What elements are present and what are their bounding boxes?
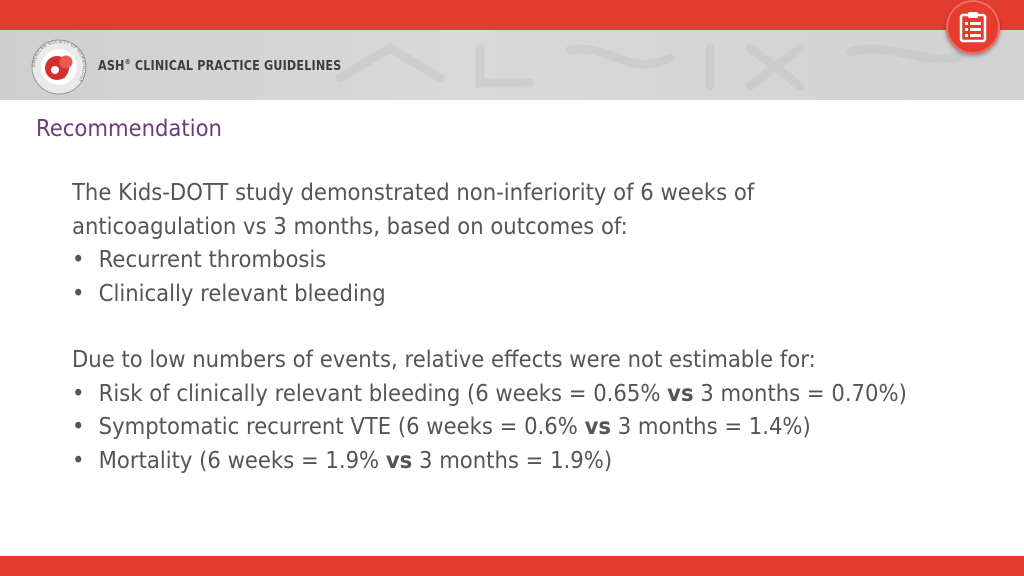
effect-text: Mortality (6 weeks = 1.9% xyxy=(98,447,386,474)
ash-logo-text xyxy=(98,59,341,74)
list-item: • Clinically relevant bleeding xyxy=(72,278,900,312)
header-banner xyxy=(0,30,1024,100)
vs-label: vs xyxy=(667,380,694,407)
slide-body xyxy=(72,177,972,478)
list-item xyxy=(72,378,907,412)
effect-text: 3 months = 0.70%) xyxy=(693,380,907,407)
ash-seal-logo xyxy=(30,38,88,96)
list-item: • Recurrent thrombosis xyxy=(72,244,900,278)
effect-text: 3 months = 1.9%) xyxy=(412,447,613,474)
effect-text: Symptomatic recurrent VTE (6 weeks = 0.6% xyxy=(98,414,585,440)
intro-line-2: anticoagulation vs 3 months, based on outcomes of: xyxy=(72,213,628,240)
effects-list xyxy=(72,378,972,479)
vs-label: vs xyxy=(584,414,611,440)
section-title: Recommendation xyxy=(36,116,222,142)
effects-intro: Due to low numbers of events, relative effects were not estimable for: xyxy=(72,347,816,373)
logo-trademark: ® xyxy=(124,58,131,66)
clipboard-button[interactable] xyxy=(946,0,1000,54)
vs-label: vs xyxy=(385,447,413,474)
list-item xyxy=(72,445,900,479)
paragraph-spacer xyxy=(72,311,972,344)
outcomes-list xyxy=(72,244,972,311)
effect-text: Risk of clinically relevant bleeding (6 weeks = 0.65% xyxy=(98,380,668,407)
top-accent-bar xyxy=(0,0,1024,30)
bottom-accent-bar xyxy=(0,556,1024,576)
seal-text: AMERICAN SOCIETY OF HEMATOLOGY xyxy=(31,39,87,83)
effect-text: 3 months = 1.4%) xyxy=(610,414,811,440)
logo-ash: ASH xyxy=(98,59,125,74)
intro-line-1: The Kids-DOTT study demonstrated non-inferiority of 6 weeks of xyxy=(72,180,755,206)
logo-subtitle: CLINICAL PRACTICE GUIDELINES xyxy=(134,59,342,74)
banner-background-texture xyxy=(330,38,970,92)
list-item xyxy=(72,411,900,445)
clipboard-icon xyxy=(958,11,988,43)
